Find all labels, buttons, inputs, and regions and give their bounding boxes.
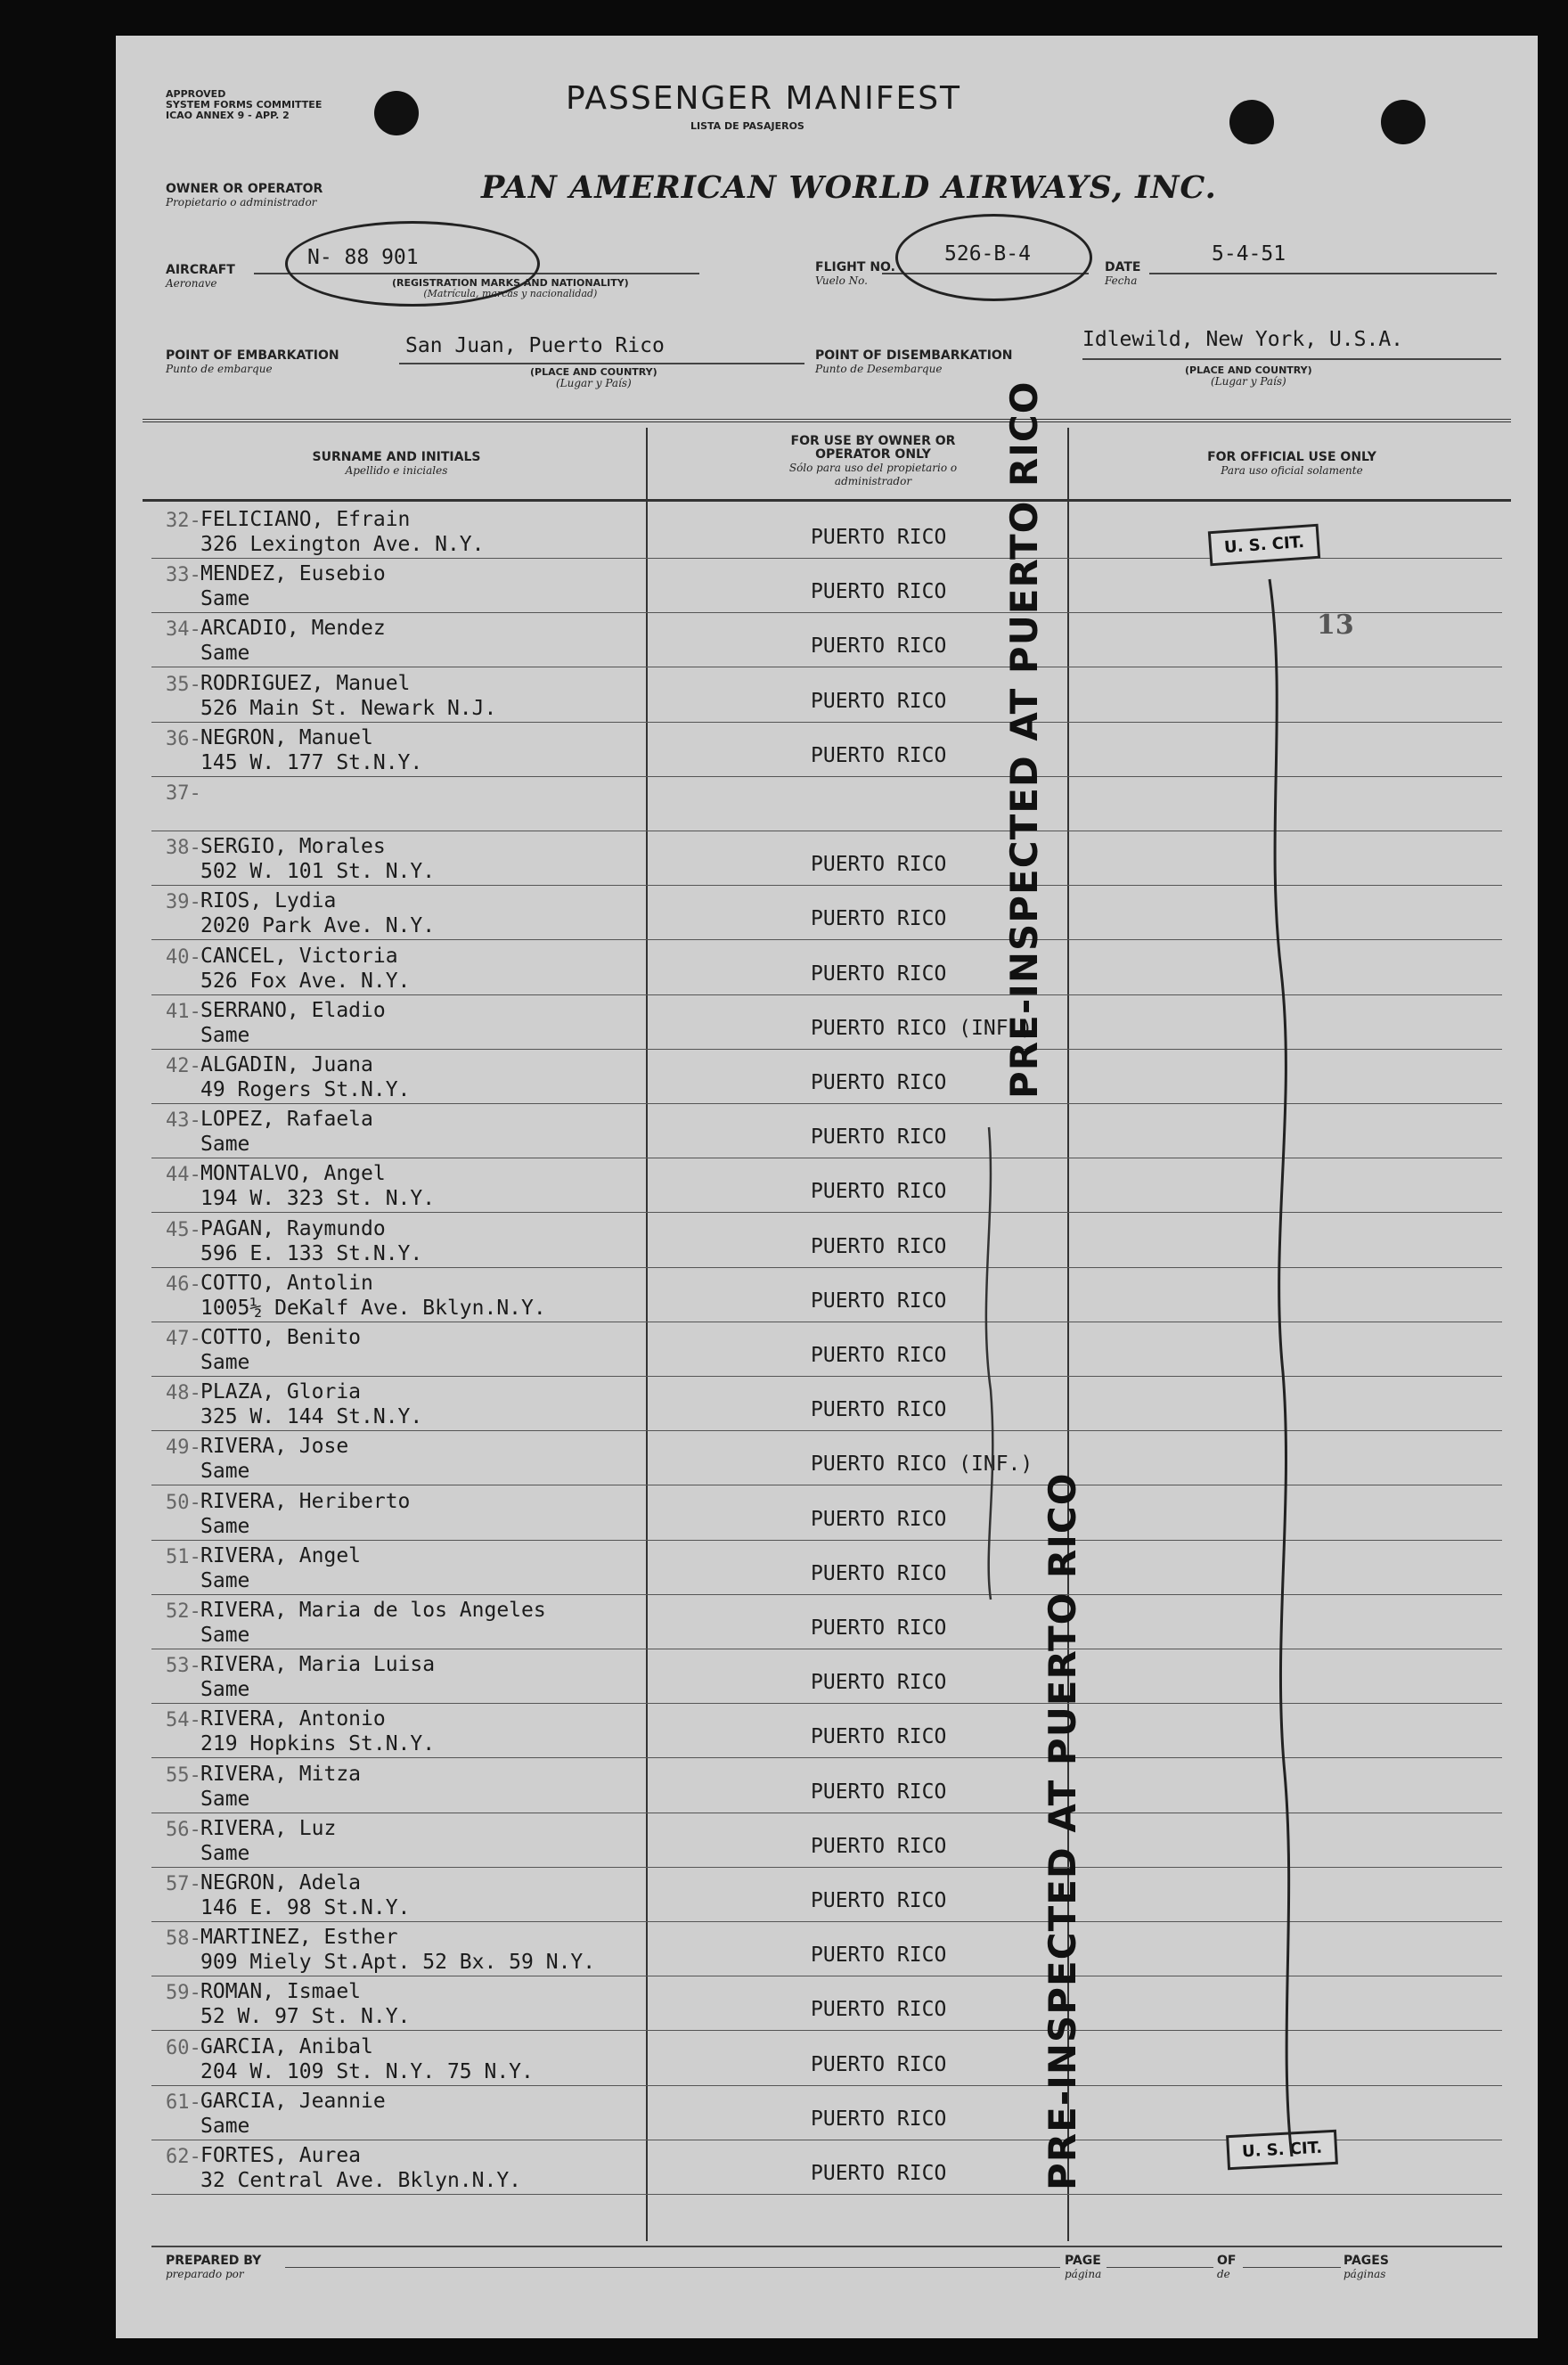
- passenger-destination: PUERTO RICO: [811, 1344, 947, 1367]
- passenger-number: 44-: [166, 1164, 201, 1187]
- passenger-address: Same: [200, 1624, 250, 1647]
- passenger-name: SERGIO, Morales: [200, 835, 386, 859]
- aircraft-registration: N- 88 901: [307, 246, 419, 269]
- passenger-number: 32-: [166, 510, 201, 532]
- passenger-row: [116, 504, 1538, 559]
- page-count-mark: 13: [1317, 610, 1354, 641]
- passenger-number: 43-: [166, 1109, 201, 1133]
- passenger-address: Same: [200, 1023, 250, 1047]
- flight-number: 526-B-4: [944, 242, 1031, 266]
- passenger-address: 596 E. 133 St.N.Y.: [200, 1241, 423, 1265]
- passenger-number: 54-: [166, 1709, 201, 1732]
- embark-place-note: [530, 367, 657, 389]
- passenger-name: MARTINEZ, Esther: [200, 1926, 398, 1950]
- connector-line: [1185, 570, 1336, 2192]
- passenger-number: 33-: [166, 564, 201, 587]
- passenger-destination: PUERTO RICO: [811, 1398, 947, 1422]
- page-subtitle: LISTA DE PASAJEROS: [690, 120, 804, 132]
- prepared-by-label-es: preparado por: [166, 2268, 244, 2280]
- of-label: [1217, 2255, 1236, 2281]
- passenger-destination: PUERTO RICO: [811, 1944, 947, 1968]
- column-header-operator-en: FOR USE BY OWNER OR OPERATOR ONLY: [790, 434, 956, 462]
- punch-hole-1: [374, 91, 419, 135]
- punch-hole-3: [1381, 100, 1425, 144]
- passenger-address: 326 Lexington Ave. N.Y.: [200, 533, 485, 556]
- passenger-address: 1005½ DeKalf Ave. Bklyn.N.Y.: [200, 1296, 546, 1320]
- passenger-address: Same: [200, 1787, 250, 1811]
- passenger-address: Same: [200, 1133, 250, 1157]
- passenger-name: RIVERA, Antonio: [200, 1707, 386, 1731]
- passenger-address: Same: [200, 1678, 250, 1702]
- passenger-name: MENDEZ, Eusebio: [200, 562, 386, 586]
- passenger-destination: PUERTO RICO: [811, 907, 947, 931]
- passenger-name: RIVERA, Angel: [200, 1543, 362, 1567]
- passenger-name: FELICIANO, Efrain: [200, 508, 411, 531]
- approval-line-3: ICAO ANNEX 9 - APP. 2: [166, 110, 290, 121]
- passenger-number: 41-: [166, 1000, 201, 1023]
- passenger-number: 58-: [166, 1927, 201, 1951]
- passenger-name: COTTO, Benito: [200, 1326, 362, 1349]
- passenger-number: 49-: [166, 1436, 201, 1460]
- embark-place: San Juan, Puerto Rico: [405, 334, 665, 357]
- row-rule: [151, 2194, 1502, 2195]
- passenger-address: Same: [200, 1514, 250, 1538]
- passenger-address: 526 Fox Ave. N.Y.: [200, 969, 411, 993]
- column-header-operator: [780, 435, 967, 488]
- passenger-destination: PUERTO RICO: [811, 1507, 947, 1531]
- embark-label-es: Punto de embarque: [166, 363, 273, 375]
- passenger-destination: PUERTO RICO (INF.): [811, 1453, 1033, 1477]
- preinspected-stamp-lower: PRE-INSPECTED AT PUERTO RICO: [1041, 1472, 1084, 2190]
- passenger-address: 2020 Park Ave. N.Y.: [200, 914, 436, 938]
- passenger-destination: PUERTO RICO: [811, 1671, 947, 1695]
- passenger-address: Same: [200, 587, 250, 611]
- passenger-destination: PUERTO RICO: [811, 1561, 947, 1585]
- flight-label-es: Vuelo No.: [815, 274, 868, 287]
- passenger-number: 34-: [166, 618, 201, 642]
- passenger-address: 526 Main St. Newark N.J.: [200, 696, 497, 720]
- passenger-destination: PUERTO RICO: [811, 962, 947, 986]
- column-header-official-en: FOR OFFICIAL USE ONLY: [1207, 450, 1376, 464]
- disembark-place-note-es: (Lugar y País): [1210, 375, 1286, 388]
- passenger-address: 909 Miely St.Apt. 52 Bx. 59 N.Y.: [200, 1951, 596, 1975]
- passenger-destination: PUERTO RICO: [811, 1998, 947, 2022]
- passenger-destination: PUERTO RICO: [811, 1289, 947, 1313]
- passenger-name: COTTO, Antolin: [200, 1271, 373, 1295]
- preinspected-stamp-upper: PRE-INSPECTED AT PUERTO RICO: [1002, 381, 1046, 1099]
- passenger-destination: PUERTO RICO: [811, 1889, 947, 1912]
- passenger-destination: PUERTO RICO: [811, 1180, 947, 1204]
- passenger-address: 52 W. 97 St. N.Y.: [200, 2005, 411, 2029]
- embark-label-en: POINT OF EMBARKATION: [166, 348, 339, 363]
- passenger-number: 40-: [166, 945, 201, 969]
- passenger-number: 56-: [166, 1818, 201, 1841]
- passenger-number: 39-: [166, 891, 201, 914]
- prepared-by-label: [166, 2255, 261, 2281]
- column-header-official: [1078, 451, 1506, 478]
- passenger-name: RIVERA, Jose: [200, 1435, 349, 1459]
- passenger-name: RODRIGUEZ, Manuel: [200, 671, 411, 695]
- passenger-name: GARCIA, Jeannie: [200, 2089, 386, 2113]
- disembark-label-en: POINT OF DISEMBARKATION: [815, 348, 1013, 363]
- passenger-number: 62-: [166, 2146, 201, 2168]
- flight-date: 5-4-51: [1212, 242, 1286, 266]
- embark-label: [166, 349, 339, 376]
- aircraft-label-es: Aeronave: [166, 277, 217, 290]
- disembark-label: [815, 349, 1013, 376]
- page-label-en: PAGE: [1065, 2254, 1101, 2268]
- passenger-destination: PUERTO RICO: [811, 1780, 947, 1804]
- passenger-destination: PUERTO RICO: [811, 2107, 947, 2131]
- page-label-es: página: [1065, 2268, 1102, 2280]
- passenger-name: CANCEL, Victoria: [200, 944, 398, 968]
- page-title: PASSENGER MANIFEST: [566, 80, 962, 117]
- passenger-number: 38-: [166, 837, 201, 860]
- passenger-number: 36-: [166, 727, 201, 750]
- passenger-address: Same: [200, 642, 250, 666]
- passenger-number: 37-: [166, 782, 201, 805]
- passenger-address: Same: [200, 2114, 250, 2138]
- passenger-name: ROMAN, Ismael: [200, 1980, 362, 2004]
- date-label: [1105, 261, 1140, 288]
- passenger-number: 61-: [166, 2091, 201, 2114]
- passenger-address: Same: [200, 1351, 250, 1374]
- passenger-address: Same: [200, 1841, 250, 1865]
- bracket-line: [971, 1123, 1007, 1604]
- passenger-name: ALGADIN, Juana: [200, 1053, 373, 1076]
- passenger-address: 49 Rogers St.N.Y.: [200, 1078, 411, 1101]
- us-cit-stamp-top: U. S. CIT.: [1208, 524, 1321, 567]
- passenger-name: RIVERA, Maria de los Angeles: [200, 1599, 546, 1622]
- passenger-name: RIVERA, Luz: [200, 1816, 337, 1840]
- flight-label-en: FLIGHT NO.: [815, 260, 895, 274]
- flight-label: [815, 261, 895, 288]
- passenger-destination: PUERTO RICO: [811, 853, 947, 877]
- embark-place-note-es: (Lugar y País): [555, 377, 632, 389]
- date-label-es: Fecha: [1105, 274, 1138, 287]
- approval-block: [166, 89, 322, 121]
- pages-label-en: PAGES: [1343, 2254, 1389, 2268]
- passenger-name: NEGRON, Manuel: [200, 725, 373, 749]
- passenger-destination: PUERTO RICO: [811, 2162, 947, 2185]
- passenger-name: PAGAN, Raymundo: [200, 1216, 386, 1240]
- passenger-name: RIVERA, Mitza: [200, 1762, 362, 1786]
- passenger-number: 42-: [166, 1055, 201, 1077]
- owner-label-es: Propietario o administrador: [166, 196, 317, 209]
- passenger-address: 146 E. 98 St.N.Y.: [200, 1896, 411, 1919]
- passenger-destination: PUERTO RICO: [811, 1725, 947, 1749]
- passenger-address: 194 W. 323 St. N.Y.: [200, 1187, 436, 1211]
- passenger-destination: PUERTO RICO: [811, 689, 947, 713]
- column-header-surname: [151, 451, 641, 478]
- disembark-place: Idlewild, New York, U.S.A.: [1082, 328, 1404, 351]
- passenger-destination: PUERTO RICO: [811, 1071, 947, 1094]
- passenger-address: 145 W. 177 St.N.Y.: [200, 750, 423, 774]
- pages-label: [1343, 2255, 1389, 2281]
- passenger-name: GARCIA, Anibal: [200, 2034, 373, 2058]
- aircraft-label: [166, 264, 235, 291]
- page-label: [1065, 2255, 1101, 2281]
- passenger-number: 45-: [166, 1218, 201, 1241]
- passenger-name: RIOS, Lydia: [200, 889, 337, 913]
- passenger-name: RIVERA, Heriberto: [200, 1489, 411, 1513]
- passenger-number: 60-: [166, 2036, 201, 2059]
- passenger-address: 325 W. 144 St.N.Y.: [200, 1405, 423, 1429]
- passenger-number: 50-: [166, 1491, 201, 1514]
- passenger-name: RIVERA, Maria Luisa: [200, 1653, 436, 1677]
- registration-note-es: (Matrícula, marcas y nacionalidad): [423, 288, 598, 299]
- passenger-destination: PUERTO RICO (INF.): [811, 1016, 1033, 1040]
- owner-label-en: OWNER OR OPERATOR: [166, 182, 323, 196]
- disembark-place-note-en: (PLACE AND COUNTRY): [1185, 364, 1312, 376]
- disembark-label-es: Punto de Desembarque: [815, 363, 943, 375]
- passenger-destination: PUERTO RICO: [811, 743, 947, 767]
- of-label-es: de: [1217, 2268, 1230, 2280]
- passenger-destination: PUERTO RICO: [811, 1834, 947, 1858]
- passenger-name: SERRANO, Eladio: [200, 998, 386, 1022]
- passenger-number: 55-: [166, 1764, 201, 1787]
- disembark-place-note: [1185, 365, 1312, 387]
- passenger-name: PLAZA, Gloria: [200, 1380, 362, 1404]
- passenger-address: Same: [200, 1460, 250, 1484]
- passenger-destination: PUERTO RICO: [811, 1234, 947, 1258]
- punch-hole-2: [1229, 100, 1274, 144]
- operator-name: PAN AMERICAN WORLD AIRWAYS, INC.: [481, 169, 1217, 206]
- passenger-address: 219 Hopkins St.N.Y.: [200, 1732, 436, 1756]
- embark-place-note-en: (PLACE AND COUNTRY): [530, 366, 657, 378]
- approval-line-1: APPROVED: [166, 88, 226, 100]
- passenger-destination: PUERTO RICO: [811, 1125, 947, 1150]
- owner-label: [166, 183, 323, 209]
- column-header-official-es: Para uso oficial solamente: [1221, 464, 1363, 477]
- passenger-destination: PUERTO RICO: [811, 2052, 947, 2076]
- passenger-name: ARCADIO, Mendez: [200, 617, 386, 641]
- passenger-name: LOPEZ, Rafaela: [200, 1108, 373, 1132]
- passenger-destination: PUERTO RICO: [811, 1616, 947, 1640]
- registration-note: [392, 278, 629, 299]
- passenger-number: 47-: [166, 1328, 201, 1350]
- prepared-by-label-en: PREPARED BY: [166, 2254, 262, 2268]
- passenger-address: Same: [200, 1568, 250, 1592]
- passenger-destination: PUERTO RICO: [811, 634, 947, 659]
- date-label-en: DATE: [1105, 260, 1141, 274]
- manifest-document: [116, 36, 1538, 2338]
- passenger-number: 46-: [166, 1273, 201, 1296]
- passenger-destination: PUERTO RICO: [811, 580, 947, 604]
- passenger-name: NEGRON, Adela: [200, 1871, 362, 1894]
- pages-label-es: páginas: [1343, 2268, 1386, 2280]
- us-cit-stamp-bottom: U. S. CIT.: [1226, 2130, 1338, 2170]
- passenger-address: 502 W. 101 St. N.Y.: [200, 860, 436, 884]
- passenger-number: 48-: [166, 1382, 201, 1405]
- approval-line-2: SYSTEM FORMS COMMITTEE: [166, 99, 323, 110]
- passenger-number: 57-: [166, 1873, 201, 1895]
- passenger-number: 52-: [166, 1600, 201, 1623]
- passenger-number: 51-: [166, 1545, 201, 1568]
- passenger-number: 59-: [166, 1982, 201, 2005]
- column-header-surname-en: SURNAME AND INITIALS: [312, 450, 481, 464]
- passenger-destination: PUERTO RICO: [811, 526, 947, 549]
- column-header-surname-es: Apellido e iniciales: [345, 464, 448, 477]
- passenger-number: 35-: [166, 673, 201, 696]
- passenger-name: FORTES, Aurea: [200, 2144, 362, 2167]
- of-label-en: OF: [1217, 2254, 1237, 2268]
- registration-note-en: (REGISTRATION MARKS AND NATIONALITY): [392, 277, 629, 289]
- aircraft-label-en: AIRCRAFT: [166, 263, 235, 277]
- passenger-number: 53-: [166, 1655, 201, 1678]
- column-header-operator-es: Sólo para uso del propietario o administrador: [788, 462, 958, 487]
- passenger-address: 32 Central Ave. Bklyn.N.Y.: [200, 2169, 522, 2192]
- passenger-address: 204 W. 109 St. N.Y. 75 N.Y.: [200, 2059, 534, 2083]
- passenger-name: MONTALVO, Angel: [200, 1162, 386, 1186]
